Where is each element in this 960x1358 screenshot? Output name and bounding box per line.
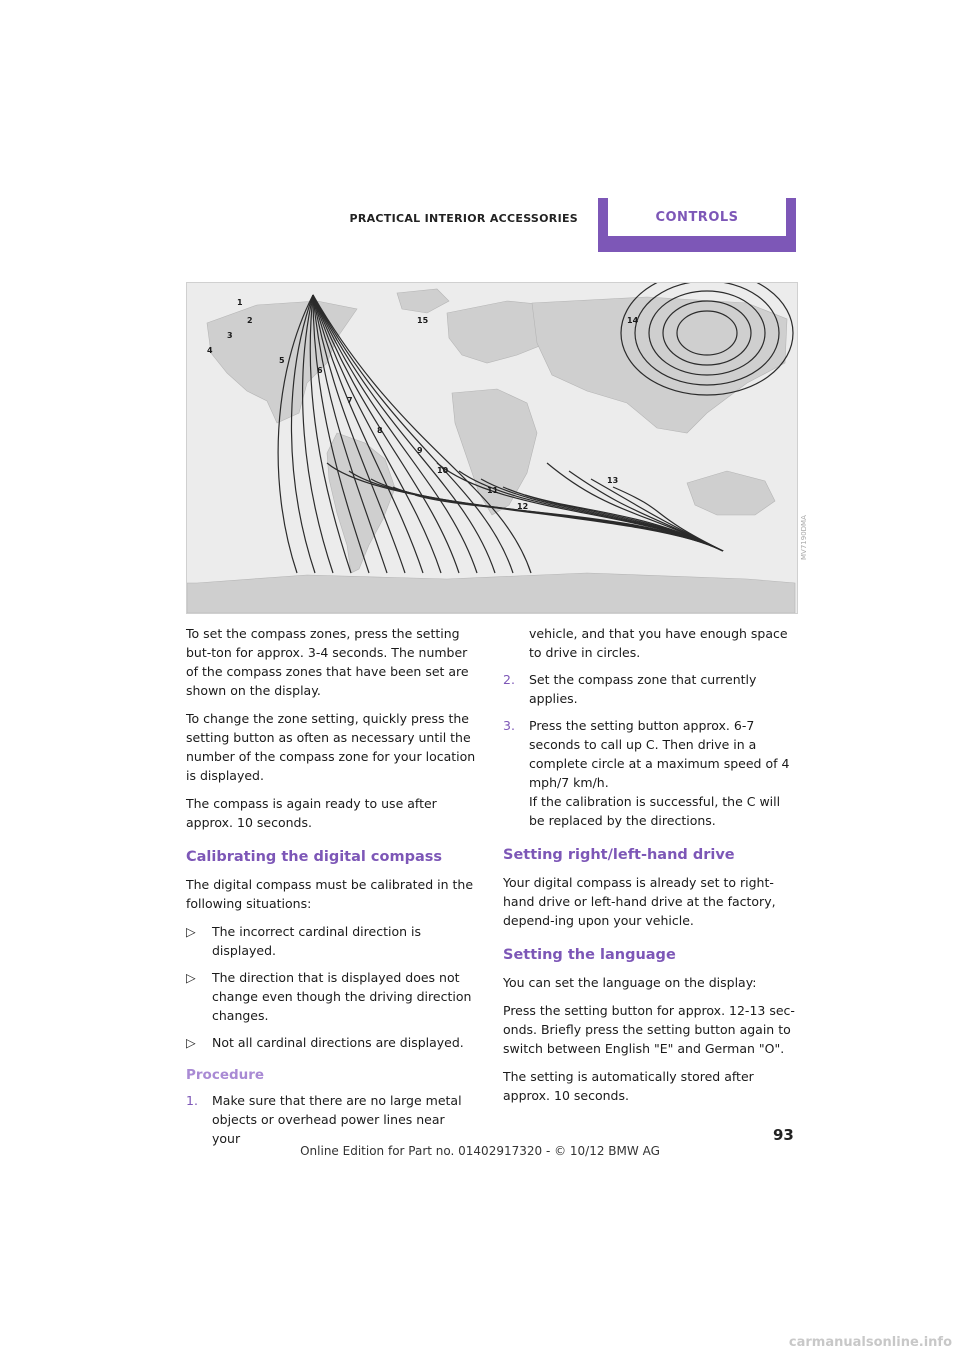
bullet-marker: ▷: [186, 924, 196, 939]
zone-label: 15: [417, 316, 429, 325]
contour-line: [393, 487, 723, 551]
paragraph-change-zone: To change the zone setting, quickly press the setting button as often as necessary until the number of the compass zone for your location is displayed.: [186, 711, 476, 783]
right-column: [503, 624, 797, 1114]
compass-zone-map-drawing: [187, 283, 797, 613]
paragraph-ready: The compass is again ready to use after approx. 10 seconds.: [186, 796, 437, 830]
zone-label: 4: [207, 346, 213, 355]
paragraph-language-stored: The setting is automatically stored after approx. 10 seconds.: [503, 1069, 754, 1103]
heading-calibrating: Calibrating the digital compass: [186, 849, 442, 865]
bullet-marker: ▷: [186, 1035, 196, 1050]
procedure-step-3: [503, 716, 797, 830]
compass-zone-map: [186, 282, 798, 614]
step-text: vehicle, and that you have enough space to drive in circles.: [529, 626, 788, 660]
zone-label: 3: [227, 331, 233, 340]
step-marker: 1.: [186, 1093, 198, 1108]
footer-edition: Online Edition for Part no. 01402917320 - © 10/12 BMW AG: [300, 1144, 660, 1158]
procedure-step-1-continued: [503, 624, 797, 662]
bullet-text: The direction that is displayed does not change even though the driving direction changes.: [212, 970, 472, 1023]
step-text-result: If the calibration is successful, the C will be replaced by the directions.: [529, 794, 781, 828]
procedure-step-1: [186, 1091, 476, 1148]
paragraph-drive: Your digital compass is already set to right-hand drive or left-hand drive at the factory, depend-ing upon your vehicle.: [503, 875, 776, 928]
left-column: [186, 624, 476, 1156]
step-text: Make sure that there are no large metal objects or overhead power lines near your: [212, 1093, 462, 1146]
step-marker: 3.: [503, 718, 515, 733]
zone-label: 12: [517, 502, 529, 511]
paragraph-language-intro: You can set the language on the display:: [503, 975, 757, 990]
bullet-item: [186, 922, 476, 960]
zone-label: 5: [279, 356, 285, 365]
contour-line: [349, 471, 723, 551]
header-section-title: PRACTICAL INTERIOR ACCESSORIES: [349, 212, 578, 225]
zone-label: 11: [487, 486, 499, 495]
bullet-text: Not all cardinal directions are displayed.: [212, 1035, 464, 1050]
header-tab: [598, 198, 796, 252]
zone-label: 9: [417, 446, 423, 455]
heading-drive: Setting right/left-hand drive: [503, 847, 735, 863]
step-text: Press the setting button approx. 6-7 seconds to call up C. Then drive in a complete circle at a maximum speed of 4 mph/7 km/h.: [529, 718, 790, 790]
step-marker: 2.: [503, 672, 515, 687]
paragraph-set-zones: To set the compass zones, press the setting but-ton for approx. 3-4 seconds. The number of the compass zones that have been set are shown on the display.: [186, 626, 469, 698]
heading-language: Setting the language: [503, 947, 676, 963]
zone-label: 10: [437, 466, 449, 475]
bullet-item: [186, 968, 476, 1025]
step-text: Set the compass zone that currently applies.: [529, 672, 757, 706]
heading-procedure: Procedure: [186, 1067, 265, 1083]
page-number: 93: [773, 1126, 794, 1144]
zone-label: 6: [317, 366, 323, 375]
zone-label: 13: [607, 476, 619, 485]
zone-label: 1: [237, 298, 243, 307]
bullet-item: [186, 1033, 476, 1052]
figure-code: MV7190DMA: [800, 515, 808, 560]
zone-label: 2: [247, 316, 253, 325]
procedure-step-2: [503, 670, 797, 708]
zone-label: 8: [377, 426, 383, 435]
zone-label: 7: [347, 396, 353, 405]
paragraph-language-press: Press the setting button for approx. 12-13 sec-onds. Briefly press the setting button again to switch between English "E" and German "O".: [503, 1003, 795, 1056]
header-tab-label: CONTROLS: [608, 198, 786, 236]
paragraph-calibrating-intro: The digital compass must be calibrated in the following situations:: [186, 877, 474, 911]
zone-label: 14: [627, 316, 639, 325]
bullet-text: The incorrect cardinal direction is displayed.: [212, 924, 421, 958]
contour-line: [415, 495, 723, 551]
watermark: carmanualsonline.info: [788, 1335, 952, 1350]
bullet-marker: ▷: [186, 970, 196, 985]
